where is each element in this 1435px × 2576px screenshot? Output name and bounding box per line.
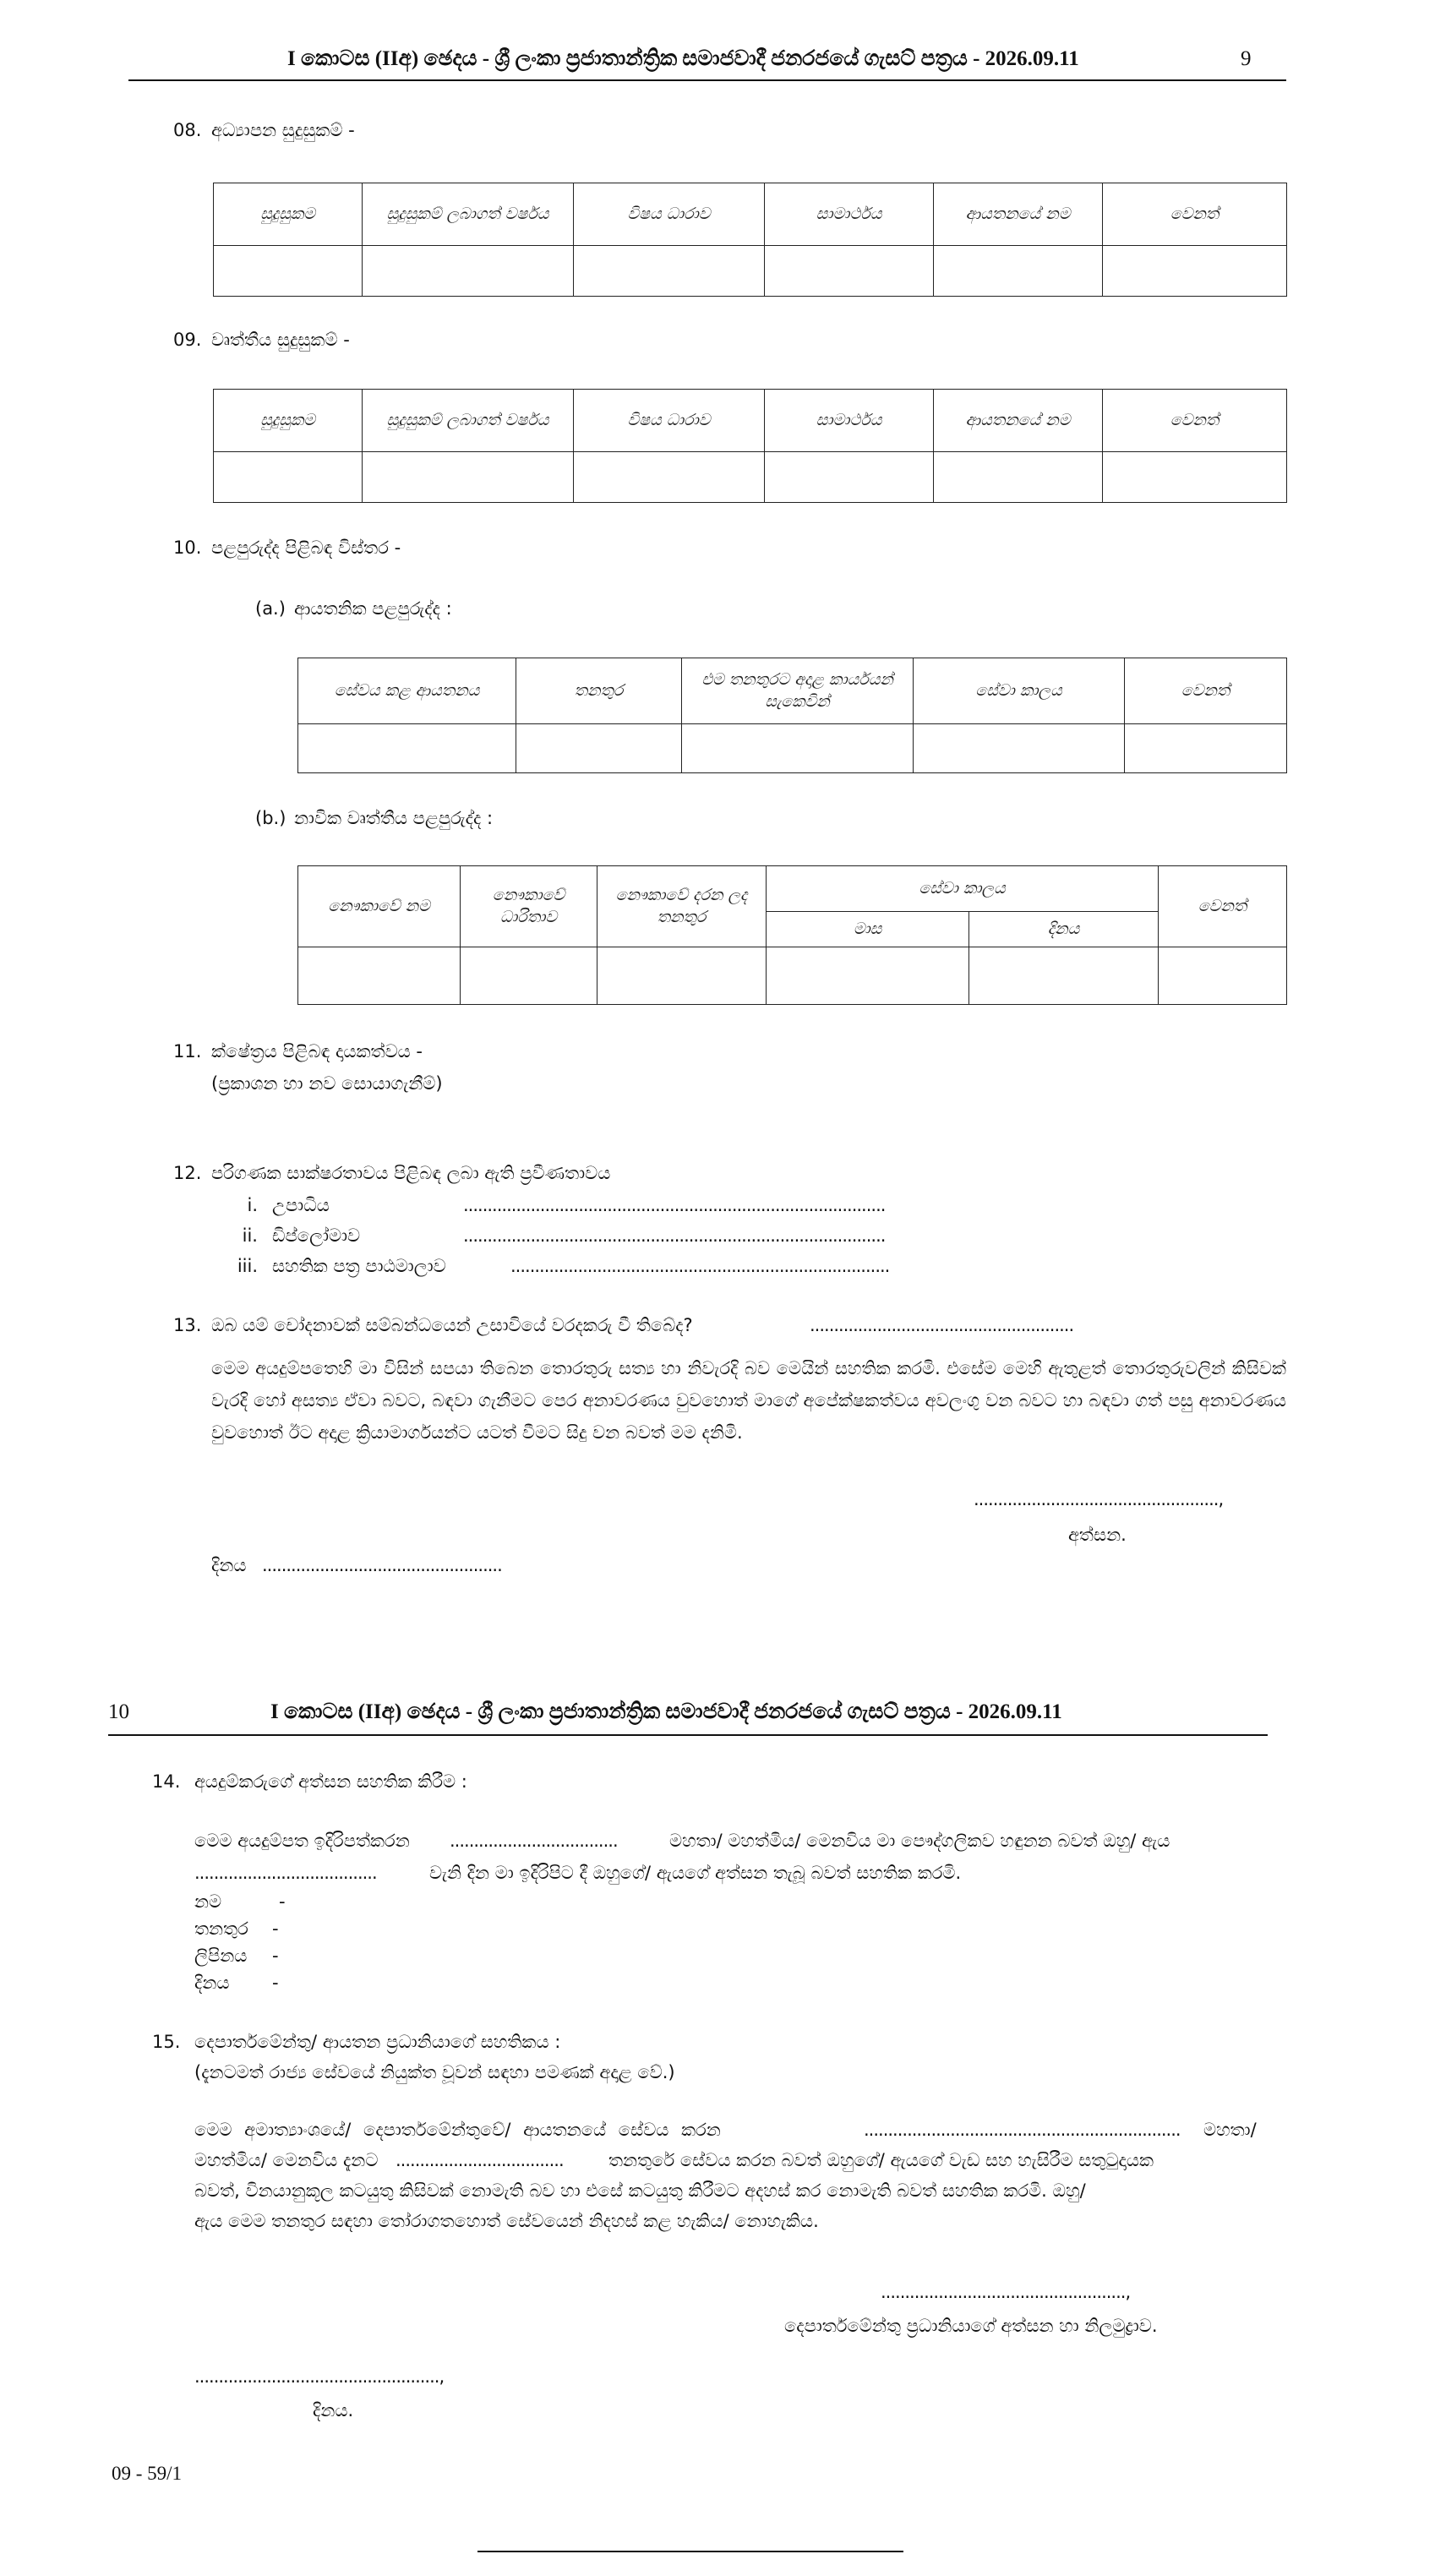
column-header: සාමාර්ථය xyxy=(765,183,934,246)
section-10a-title: ආයතනික පළපුරුද්ද : xyxy=(294,598,452,619)
section-11-title: ක්ෂේත්‍රය පිළිබඳ දායකත්වය - xyxy=(211,1041,423,1062)
section-09-number: 09. xyxy=(173,330,202,350)
head-signature-label: දෙපාර්තමේන්තු ප්‍රධානියාගේ අත්සන හා නිලමුද්‍රාව. xyxy=(784,2316,1158,2336)
table-cell[interactable] xyxy=(1159,947,1287,1005)
head-certificate-text: මහතා/ xyxy=(1203,2120,1257,2140)
head-signature-line[interactable]: ..................................................., xyxy=(881,2282,1131,2302)
column-header: සේවා කාලය xyxy=(914,658,1125,724)
attestation-date-fill-line[interactable]: ...................................... xyxy=(194,1863,377,1883)
section-10-number: 10. xyxy=(173,538,202,558)
date-fill-line[interactable]: .................................................. xyxy=(262,1555,502,1575)
footer-rule xyxy=(477,2551,903,2552)
section-11-number: 11. xyxy=(173,1041,202,1062)
signature-label: අත්සන. xyxy=(1068,1525,1127,1545)
attestation-text: වැනි දින මා ඉදිරිපිට දී ඔහුගේ/ ඇයගේ අත්සන තැබූ බවත් සහතික කරමි. xyxy=(429,1863,962,1883)
column-header: සුදුසුකම xyxy=(214,183,363,246)
table-cell[interactable] xyxy=(1103,246,1287,297)
column-header: සේවය කළ ආයතනය xyxy=(298,658,516,724)
professional-qualifications-table xyxy=(213,389,1287,503)
head-certificate-text: ඇය මෙම තනතුර සඳහා තෝරාගතහොත් සේවයෙන් නිදහස් කළ හැකිය/ නොහැකිය. xyxy=(194,2211,819,2231)
head-certificate-text: මහත්මිය/ මෙනවිය දැනට xyxy=(194,2150,379,2170)
field-label-address: ලිපිනය xyxy=(194,1946,248,1966)
table-cell[interactable] xyxy=(363,246,574,297)
column-header: සුදුසුකම් ලබාගත් වර්ෂය xyxy=(363,183,574,246)
field-label-designation: තනතුර xyxy=(194,1918,248,1939)
table-cell[interactable] xyxy=(363,452,574,503)
officer-designation-fill-line[interactable]: ................................... xyxy=(396,2150,564,2170)
column-header: වෙනත් xyxy=(1159,866,1287,947)
officer-name-fill-line[interactable]: .................................................................. xyxy=(864,2120,1181,2140)
certificate-fill-line[interactable]: ............................................................................... xyxy=(510,1256,890,1276)
field-dash: - xyxy=(279,1891,286,1912)
header-rule xyxy=(128,79,1286,81)
table-cell[interactable] xyxy=(767,947,969,1005)
item-roman: iii. xyxy=(237,1256,258,1276)
footer-code: 09 - 59/1 xyxy=(112,2463,183,2484)
declaration-paragraph: මෙම අයදුම්පතෙහි මා විසින් සපයා තිබෙන තොරතුරු සත්‍ය හා නිවැරදි බව මෙයින් සහතික කරමි. එසේම මෙහි ඇතුළත් තොරතුරුවලින් කිසිවක් වැරදි හෝ අසත්‍ය ඒවා බවට, බඳවා ගැනීමට පෙර අනාවරණය වුවහොත් මාගේ අපේක්ෂකත්වය අවලංගු වන බවට හා බඳවා ගත් පසු අනාවරණය වුවහොත් ඊට අදාළ ක්‍රියාමාර්ගයන්ට යටත් වීමට සිදු වන බවත් මම දනිමි. xyxy=(211,1358,1286,1443)
column-header: නෞකාවේ දරන ලද තනතුර xyxy=(597,866,767,947)
section-12-number: 12. xyxy=(173,1163,202,1183)
section-15-subtitle: (දැනටමත් රාජ්‍ය සේවයේ නියුක්ත වූවන් සඳහා පමණක් අදාළ වේ.) xyxy=(194,2062,675,2082)
conviction-answer-line[interactable]: ....................................................... xyxy=(810,1315,1074,1335)
table-cell[interactable] xyxy=(298,947,461,1005)
table-cell[interactable] xyxy=(516,724,682,773)
applicant-signature-line[interactable]: ..................................................., xyxy=(974,1489,1224,1509)
table-row xyxy=(214,246,1287,297)
table-cell[interactable] xyxy=(1125,724,1287,773)
column-header: විෂය ධාරාව xyxy=(574,183,765,246)
section-14-title: අයදුම්කරුගේ අත්සන සහතික කිරීම : xyxy=(194,1771,467,1792)
item-roman: ii. xyxy=(242,1225,258,1246)
column-subheader-date: දිනය xyxy=(969,912,1159,947)
page-number: 9 xyxy=(1241,47,1252,70)
item-label-certificate: සහතික පත්‍ර පාඨමාලාව xyxy=(272,1256,446,1276)
table-cell[interactable] xyxy=(597,947,767,1005)
degree-fill-line[interactable]: ........................................................................................ xyxy=(463,1195,886,1215)
column-header: වෙනත් xyxy=(1103,183,1287,246)
table-header-row xyxy=(214,183,1287,246)
field-label-date: දිනය xyxy=(194,1973,230,1993)
table-cell[interactable] xyxy=(214,246,363,297)
section-15-title: දෙපාර්තමේන්තු/ ආයතන ප්‍රධානියාගේ සහතිකය : xyxy=(194,2032,561,2052)
attestation-text: මහතා/ මහත්මිය/ මෙනවිය මා පෞද්ගලිකව හඳුනන බවත් ඔහු/ ඇය xyxy=(669,1831,1170,1851)
column-header: වෙනත් xyxy=(1103,390,1287,452)
column-header: නෞකාවේ නම xyxy=(298,866,461,947)
table-cell[interactable] xyxy=(934,452,1103,503)
column-header: තනතුර xyxy=(516,658,682,724)
table-cell[interactable] xyxy=(1103,452,1287,503)
column-subheader-months: මාස xyxy=(767,912,969,947)
header-rule xyxy=(108,1734,1268,1736)
page-header-title: I කොටස (IIඅ) ඡෙදය - ශ්‍රී ලංකා ප්‍රජාතාන්ත්‍රික සමාජවාදී ජනරජයේ ගැසට් පත්‍රය - 2026.09.11 xyxy=(287,47,1079,70)
table-row xyxy=(214,452,1287,503)
education-qualifications-table xyxy=(213,183,1287,297)
column-header: වෙනත් xyxy=(1125,658,1287,724)
section-08-number: 08. xyxy=(173,120,202,140)
section-12-title: පරිගණක සාක්ෂරතාවය පිළිබඳ ලබා ඇති ප්‍රවීණතාවය xyxy=(211,1163,611,1183)
field-dash: - xyxy=(272,1918,279,1939)
table-cell[interactable] xyxy=(934,246,1103,297)
table-row xyxy=(298,947,1287,1005)
column-header: ආයතනයේ නම xyxy=(934,390,1103,452)
page-header-title: I කොටස (IIඅ) ඡෙදය - ශ්‍රී ලංකා ප්‍රජාතාන්ත්‍රික සමාජවාදී ජනරජයේ ගැසට් පත්‍රය - 2026.09.11 xyxy=(270,1700,1062,1723)
section-09-title: වෘත්තීය සුදුසුකම් - xyxy=(211,330,350,350)
institutional-experience-table xyxy=(297,658,1287,773)
table-header-row xyxy=(298,658,1287,724)
field-dash: - xyxy=(272,1973,279,1993)
section-14-number: 14. xyxy=(152,1771,181,1792)
head-date-label: දිනය. xyxy=(313,2400,354,2420)
column-header: සාමාර්ථය xyxy=(765,390,934,452)
table-row xyxy=(298,724,1287,773)
table-header-row xyxy=(214,390,1287,452)
table-cell[interactable] xyxy=(461,947,597,1005)
table-cell[interactable] xyxy=(574,246,765,297)
item-label-diploma: ඩිප්ලෝමාව xyxy=(272,1225,361,1246)
item-roman: i. xyxy=(247,1195,258,1215)
table-cell[interactable] xyxy=(214,452,363,503)
applicant-name-fill-line[interactable]: ................................... xyxy=(450,1831,618,1851)
column-header: එම තනතුරට අදාළ කාර්යයන් සැකෙවින් xyxy=(682,658,914,724)
head-date-fill-line[interactable]: ..................................................., xyxy=(194,2366,445,2387)
column-header: ආයතනයේ නම xyxy=(934,183,1103,246)
section-08-title: අධ්‍යාපන සුදුසුකම් - xyxy=(211,120,355,140)
field-dash: - xyxy=(272,1946,279,1966)
table-cell[interactable] xyxy=(574,452,765,503)
item-label-degree: උපාධිය xyxy=(272,1195,330,1215)
section-10b-label: (b.) xyxy=(255,808,286,828)
column-header: සුදුසුකම xyxy=(214,390,363,452)
section-10b-title: නාවික වෘත්තීය පළපුරුද්ද : xyxy=(294,808,494,828)
column-header-service-period: සේවා කාලය xyxy=(767,866,1159,912)
page-number: 10 xyxy=(108,1700,129,1723)
table-header-row xyxy=(298,866,1287,912)
table-cell[interactable] xyxy=(765,246,934,297)
section-13-question: ඔබ යම් චෝදනාවක් සම්බන්ධයෙන් උසාවියේ වරදකරු වී තිබේද? xyxy=(211,1315,693,1335)
section-10a-label: (a.) xyxy=(255,598,286,619)
column-header: සුදුසුකම් ලබාගත් වර්ෂය xyxy=(363,390,574,452)
head-certificate-text: මෙම අමාත්‍යාංශයේ/ දෙපාර්තමේන්තුවේ/ ආයතනයේ සේවය කරන xyxy=(194,2120,721,2140)
field-label-name: නම xyxy=(194,1891,222,1912)
head-certificate-text: බවත්, විනයානුකූල කටයුතු කිසිවක් නොමැති බව හා එසේ කටයුතු කිරීමට අදහස් කර නොමැති බවත් සහතික කරමි. ඔහු/ xyxy=(194,2180,1086,2201)
table-cell[interactable] xyxy=(914,724,1125,773)
section-13-number: 13. xyxy=(173,1315,202,1335)
section-15-number: 15. xyxy=(152,2032,181,2052)
maritime-experience-table xyxy=(297,865,1287,1005)
section-11-subtitle: (ප්‍රකාශන හා නව සොයාගැනීම්) xyxy=(211,1073,443,1094)
table-cell[interactable] xyxy=(765,452,934,503)
section-10-title: පළපුරුද්ද පිළිබඳ විස්තර - xyxy=(211,538,401,558)
column-header: විෂය ධාරාව xyxy=(574,390,765,452)
diploma-fill-line[interactable]: ........................................................................................ xyxy=(463,1225,886,1246)
table-cell[interactable] xyxy=(298,724,516,773)
date-label: දිනය xyxy=(211,1555,247,1575)
attestation-text: මෙම අයදුම්පත ඉදිරිපත්කරන xyxy=(194,1831,410,1851)
head-certificate-text: තනතුරේ සේවය කරන බවත් ඔහුගේ/ ඇයගේ වැඩ සහ හැසිරීම සතුටුදායක xyxy=(608,2150,1154,2170)
table-cell[interactable] xyxy=(682,724,914,773)
column-header: නෞකාවේ ධාරිතාව xyxy=(461,866,597,947)
table-cell[interactable] xyxy=(969,947,1159,1005)
